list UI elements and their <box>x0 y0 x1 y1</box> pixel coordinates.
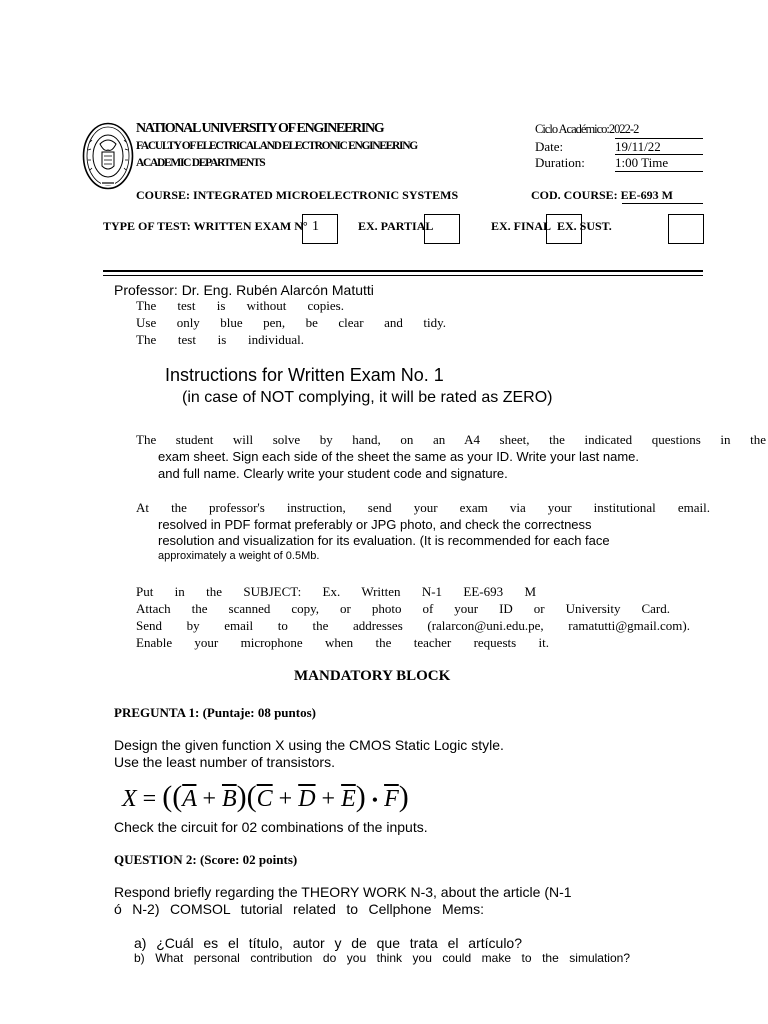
question-1-heading: PREGUNTA 1: (Puntaje: 08 puntos) <box>114 705 316 720</box>
rule-item: Use only blue pen, be clear and tidy. <box>136 315 446 330</box>
question-2-item-a: a) ¿Cuál es el título, autor y de que trata el artículo? <box>134 935 522 951</box>
instruction-paragraph-2-line: resolution and visualization for its evaluation. (It is recommended for each face <box>158 533 610 548</box>
term-b-bar: $\overline{B}$ <box>221 786 237 812</box>
term-f-bar: $\overline{F}$ <box>384 786 399 812</box>
instruction-paragraph-2-line: approximately a weight of 0.5Mb. <box>158 550 320 562</box>
academic-cycle <box>535 122 638 137</box>
question-2-text: Respond briefly regarding the THEORY WORK N-3, about the article (N-1 <box>114 884 572 900</box>
question-1-text: Design the given function X using the CMOS Static Logic style. <box>114 737 504 753</box>
attach-instruction: Attach the scanned copy, or photo of your ID or University Card. <box>136 601 670 616</box>
date-label: Date: <box>535 139 564 154</box>
faculty-name: FACULTY OF ELECTRICAL AND ELECTRONIC ENGINEERING <box>136 140 417 152</box>
question-2-item-b: b) What personal contribution do you think you could make to the simulation? <box>134 951 630 965</box>
question-2-text: ó N-2) COMSOL tutorial related to Cellphone Mems: <box>114 901 484 917</box>
header-divider <box>103 270 703 272</box>
instructions-subtitle: (in case of NOT complying, it will be rated as ZERO) <box>182 389 553 406</box>
university-name: NATIONAL UNIVERSITY OF ENGINEERING <box>136 121 384 136</box>
academic-cycle-label: Ciclo Académico: <box>535 122 609 136</box>
university-seal-logo <box>82 122 134 190</box>
term-a-bar: $\overline{A}$ <box>182 786 197 812</box>
mandatory-block-heading: MANDATORY BLOCK <box>294 668 451 684</box>
exam-number: 1 <box>312 219 319 234</box>
ex-final-label: EX. FINAL <box>491 219 552 233</box>
question-1-text: Use the least number of transistors. <box>114 754 335 770</box>
academic-cycle-value: 2022-2 <box>608 122 639 136</box>
rule-item: The test is individual. <box>136 332 304 347</box>
department-name: ACADEMIC DEPARTMENTS <box>136 157 265 169</box>
email-instruction: Send by email to the addresses (ralarcon@uni.edu.pe, ramatutti@gmail.com). <box>136 618 690 633</box>
instructions-title: Instructions for Written Exam No. 1 <box>165 365 444 385</box>
instruction-paragraph-1-line: exam sheet. Sign each side of the sheet the same as your ID. Write your last name. <box>158 449 639 464</box>
course-name: COURSE: INTEGRATED MICROELECTRONIC SYSTEMS <box>136 188 459 202</box>
equation-equals: = <box>142 786 157 812</box>
plus-sign: + <box>202 786 216 812</box>
date-value: 19/11/22 <box>615 139 661 154</box>
instruction-paragraph-1-line: and full name. Clearly write your student code and signature. <box>158 466 508 481</box>
ex-sust-label: EX. SUST. <box>557 219 612 233</box>
test-type-label: TYPE OF TEST: WRITTEN EXAM N° <box>103 219 308 233</box>
instruction-paragraph-2: At the professor's instruction, send your exam via your institutional email. <box>136 500 710 515</box>
question-1-check: Check the circuit for 02 combinations of the inputs. <box>114 819 428 835</box>
ex-partial-box <box>424 214 460 244</box>
and-dot: • <box>371 790 379 810</box>
term-d-bar: $\overline{D}$ <box>298 786 316 812</box>
exam-number-box <box>302 214 338 244</box>
ex-sust-box <box>668 214 704 244</box>
equation-lhs: X <box>122 786 137 812</box>
professor-name: Professor: Dr. Eng. Rubén Alarcón Matutti <box>114 282 374 298</box>
rule-item: The test is without copies. <box>136 298 344 313</box>
microphone-instruction: Enable your microphone when the teacher requests it. <box>136 635 549 650</box>
duration-value: 1:00 Time <box>615 155 669 170</box>
plus-sign: + <box>278 786 293 812</box>
duration-label: Duration: <box>535 155 585 170</box>
logic-equation: $X = ((\overline{A} + \overline{B})(\overline{C} + \overline{D} + \overline{E})$ • $\overline{F}$) <box>122 780 409 813</box>
course-code: COD. COURSE: EE-693 M <box>531 188 674 202</box>
subject-instruction: Put in the SUBJECT: Ex. Written N-1 EE-693 M <box>136 584 536 599</box>
ex-partial-label: EX. PARTIAL <box>358 219 434 233</box>
instruction-paragraph-2-line: resolved in PDF format preferably or JPG photo, and check the correctness <box>158 517 592 532</box>
instruction-paragraph-1: The student will solve by hand, on an A4 sheet, the indicated questions in the <box>136 432 766 447</box>
term-e-bar: $\overline{E}$ <box>341 786 356 812</box>
question-2-heading: QUESTION 2: (Score: 02 points) <box>114 852 298 867</box>
term-c-bar: $\overline{C}$ <box>256 786 273 812</box>
plus-sign: + <box>321 786 336 812</box>
